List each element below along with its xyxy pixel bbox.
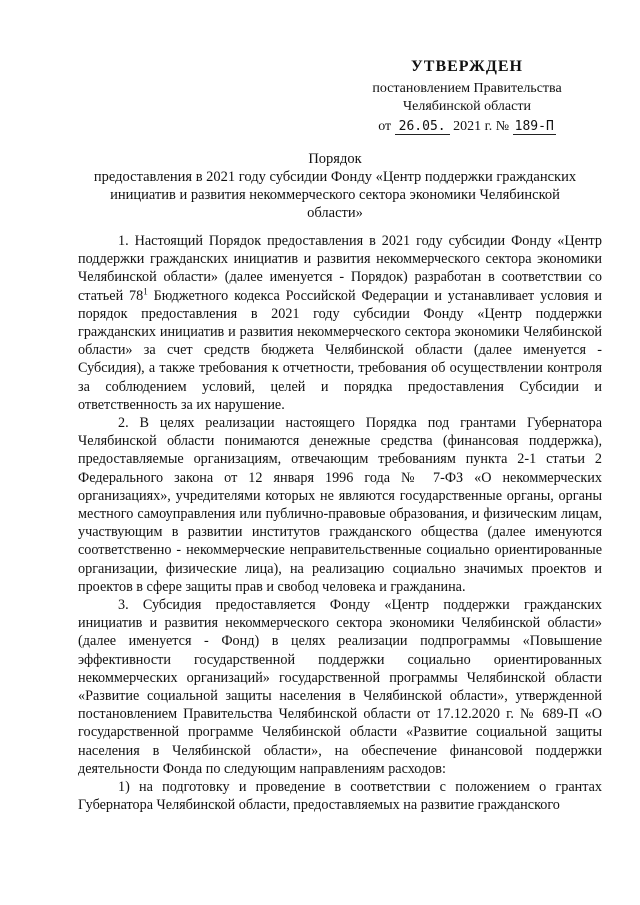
paragraph-2: 2. В целях реализации настоящего Порядка под грантами Губернатора Челябинской области понимаются денежные средства (финансовая поддержка), предоставляемые организациям, отвечающим требованиям пункта 2-1 статьи 2 Федерального закона от 12 января 1996 года № 7-ФЗ «О некоммерческих организациях», учредителями которых не являются государственные органы, органы местного самоуправления или публично-правовые образования, и физическим лицам, участвующим в развитии институтов гражданского общества (далее именуются соответственно - некоммерческие неправительственные социально ориентированные организации, физические лица), на реализацию социально значимых проектов и проектов в сфере защиты прав и свобод человека и гражданина. [78, 415, 602, 595]
paragraph-3: 3. Субсидия предоставляется Фонду «Центр поддержки гражданских инициатив и развития некоммерческого сектора экономики Челябинской области» (далее именуется - Фонд) в целях реализации подпрограммы «Повышение эффективности государственной поддержки социально ориентированных некоммерческих организаций» государственной программы Челябинской области «Развитие социальной защиты населения в Челябинской области», утвержденной постановлением Правительства Челябинской области от 17.12.2020 г. № 689-П «О государственной программе Челябинской области «Развитие социальной защиты населения в Челябинской области», на обеспечение финансовой поддержки деятельности Фонда по следующим направлениям расходов: [78, 597, 602, 777]
approval-date-line [352, 118, 582, 136]
paragraph-1-superscript: 1 [143, 285, 148, 296]
approval-line-2: Челябинской области [403, 99, 531, 114]
title-line-4: области» [307, 205, 363, 221]
approval-heading: УТВЕРЖДЕН [411, 58, 523, 75]
title-line-2: предоставления в 2021 году субсидии Фонду «Центр поддержки гражданских [93, 169, 577, 185]
date-value: 26.05. [395, 119, 450, 135]
paragraph-1-part-b: Бюджетного кодекса Российской Федерации и устанавливает условия и порядок предоставления в 2021 году субсидии Фонду «Центр поддержки гражданских инициатив и развития некоммерческого сектора экономики Челябинской области» за счет средств бюджета Челябинской области (далее именуется - Субсидия), а также требования к отчетности, требования об осуществлении контроля за соблюдением условий, целей и порядка предоставления Субсидии и ответственность за их нарушение. [78, 287, 602, 413]
title-line-1: Порядок [308, 151, 362, 167]
paragraph-1 [78, 232, 602, 414]
number-value: 189-П [514, 119, 554, 134]
paragraph-1-part-a: 1. Настоящий Порядок предоставления в 2021 году субсидии Фонду «Центр поддержки гражданских инициатив и развития некоммерческого сектора экономики Челябинской области» (далее именуется - Порядок) разработан в соответствии со статьей 78 [78, 233, 602, 304]
year-text: 2021 г. № [453, 119, 510, 134]
date-prefix: от [378, 119, 392, 134]
paragraph-4: 1) на подготовку и проведение в соответствии с положением о грантах Губернатора Челябинской области, предоставляемых на развитие гражданского [78, 779, 602, 814]
title-line-3: инициатив и развития некоммерческого сектора экономики Челябинской [110, 187, 560, 203]
document-body [78, 232, 602, 815]
approval-line-1: постановлением Правительства [372, 81, 562, 96]
approval-stamp [352, 58, 582, 136]
document-title [70, 150, 600, 222]
